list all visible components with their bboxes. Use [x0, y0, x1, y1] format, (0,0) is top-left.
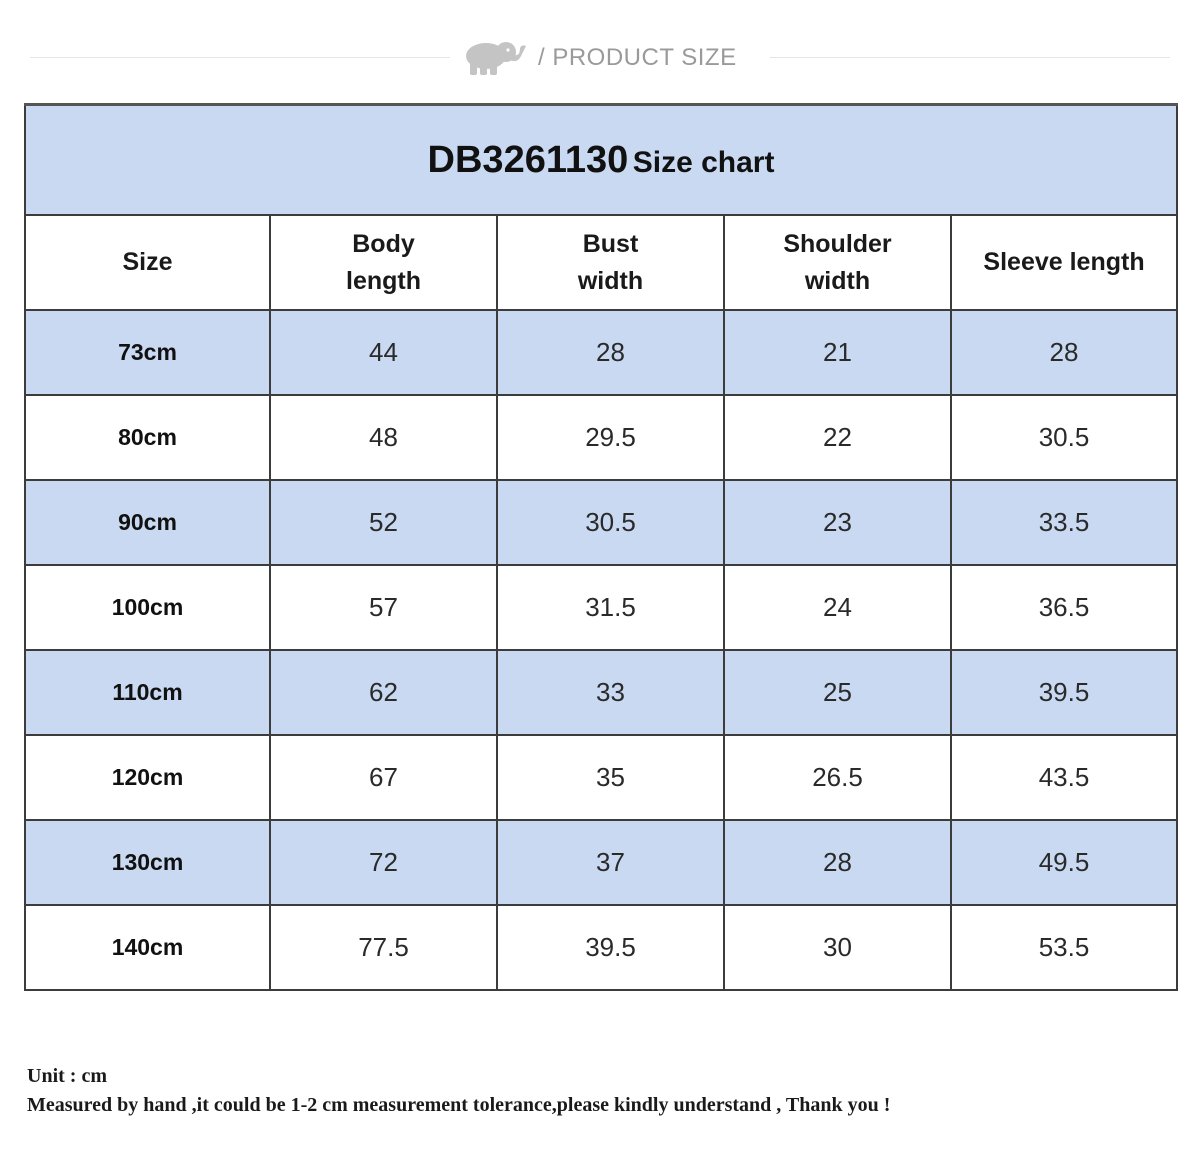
size-chart-table — [24, 103, 1178, 991]
table-row — [25, 565, 1177, 650]
column-header-line: Shoulder — [783, 229, 892, 258]
measurement-cell: 23 — [724, 480, 951, 565]
measurement-cell: 28 — [724, 820, 951, 905]
measurement-cell: 37 — [497, 820, 724, 905]
measurement-cell: 35 — [497, 735, 724, 820]
table-title — [25, 105, 1177, 216]
column-header — [497, 215, 724, 310]
column-header — [951, 215, 1177, 310]
tolerance-note: Measured by hand ,it could be 1-2 cm measurement tolerance,please kindly understand , Thank you ! — [27, 1094, 891, 1116]
table-row — [25, 480, 1177, 565]
banner-divider-left — [30, 57, 450, 58]
measurement-cell: 31.5 — [497, 565, 724, 650]
column-header-line: length — [346, 266, 421, 295]
measurement-cell: 26.5 — [724, 735, 951, 820]
measurement-cell: 21 — [724, 310, 951, 395]
measurement-cell: 77.5 — [270, 905, 497, 990]
measurement-cell: 24 — [724, 565, 951, 650]
measurement-cell: 22 — [724, 395, 951, 480]
product-size-banner — [0, 30, 1200, 86]
measurement-cell: 57 — [270, 565, 497, 650]
table-title-row — [25, 105, 1177, 216]
column-header-line: Size — [122, 248, 173, 276]
column-header — [724, 215, 951, 310]
size-cell: 90cm — [25, 480, 270, 565]
measurement-cell: 67 — [270, 735, 497, 820]
measurement-notes — [27, 1062, 1177, 1120]
banner-divider-right — [770, 57, 1170, 58]
size-cell: 100cm — [25, 565, 270, 650]
size-cell: 80cm — [25, 395, 270, 480]
measurement-cell: 43.5 — [951, 735, 1177, 820]
measurement-cell: 25 — [724, 650, 951, 735]
table-row — [25, 735, 1177, 820]
measurement-cell: 52 — [270, 480, 497, 565]
measurement-cell: 72 — [270, 820, 497, 905]
size-cell: 130cm — [25, 820, 270, 905]
table-row — [25, 650, 1177, 735]
unit-note: Unit : cm — [27, 1065, 107, 1087]
product-code: DB3261130 — [427, 138, 629, 181]
table-row — [25, 395, 1177, 480]
measurement-cell: 44 — [270, 310, 497, 395]
column-header-line: Sleeve length — [983, 248, 1145, 276]
product-size-label: / PRODUCT SIZE — [538, 44, 737, 71]
size-cell: 110cm — [25, 650, 270, 735]
table-row — [25, 310, 1177, 395]
elephant-icon — [460, 40, 530, 76]
size-cell: 73cm — [25, 310, 270, 395]
measurement-cell: 30 — [724, 905, 951, 990]
column-header — [270, 215, 497, 310]
column-header-line: Bust — [582, 229, 639, 258]
measurement-cell: 30.5 — [951, 395, 1177, 480]
measurement-cell: 30.5 — [497, 480, 724, 565]
column-header-line: width — [804, 266, 871, 295]
measurement-cell: 48 — [270, 395, 497, 480]
size-chart-label: Size chart — [632, 145, 775, 179]
measurement-cell: 33 — [497, 650, 724, 735]
column-header-line: width — [577, 266, 644, 295]
table-header-row — [25, 215, 1177, 310]
table-row — [25, 820, 1177, 905]
measurement-cell: 53.5 — [951, 905, 1177, 990]
measurement-cell: 49.5 — [951, 820, 1177, 905]
measurement-cell: 39.5 — [497, 905, 724, 990]
column-header-line: Body — [352, 229, 415, 258]
measurement-cell: 33.5 — [951, 480, 1177, 565]
column-header — [25, 215, 270, 310]
size-cell: 120cm — [25, 735, 270, 820]
measurement-cell: 28 — [951, 310, 1177, 395]
table-row — [25, 905, 1177, 990]
measurement-cell: 62 — [270, 650, 497, 735]
size-cell: 140cm — [25, 905, 270, 990]
measurement-cell: 28 — [497, 310, 724, 395]
measurement-cell: 36.5 — [951, 565, 1177, 650]
measurement-cell: 29.5 — [497, 395, 724, 480]
measurement-cell: 39.5 — [951, 650, 1177, 735]
